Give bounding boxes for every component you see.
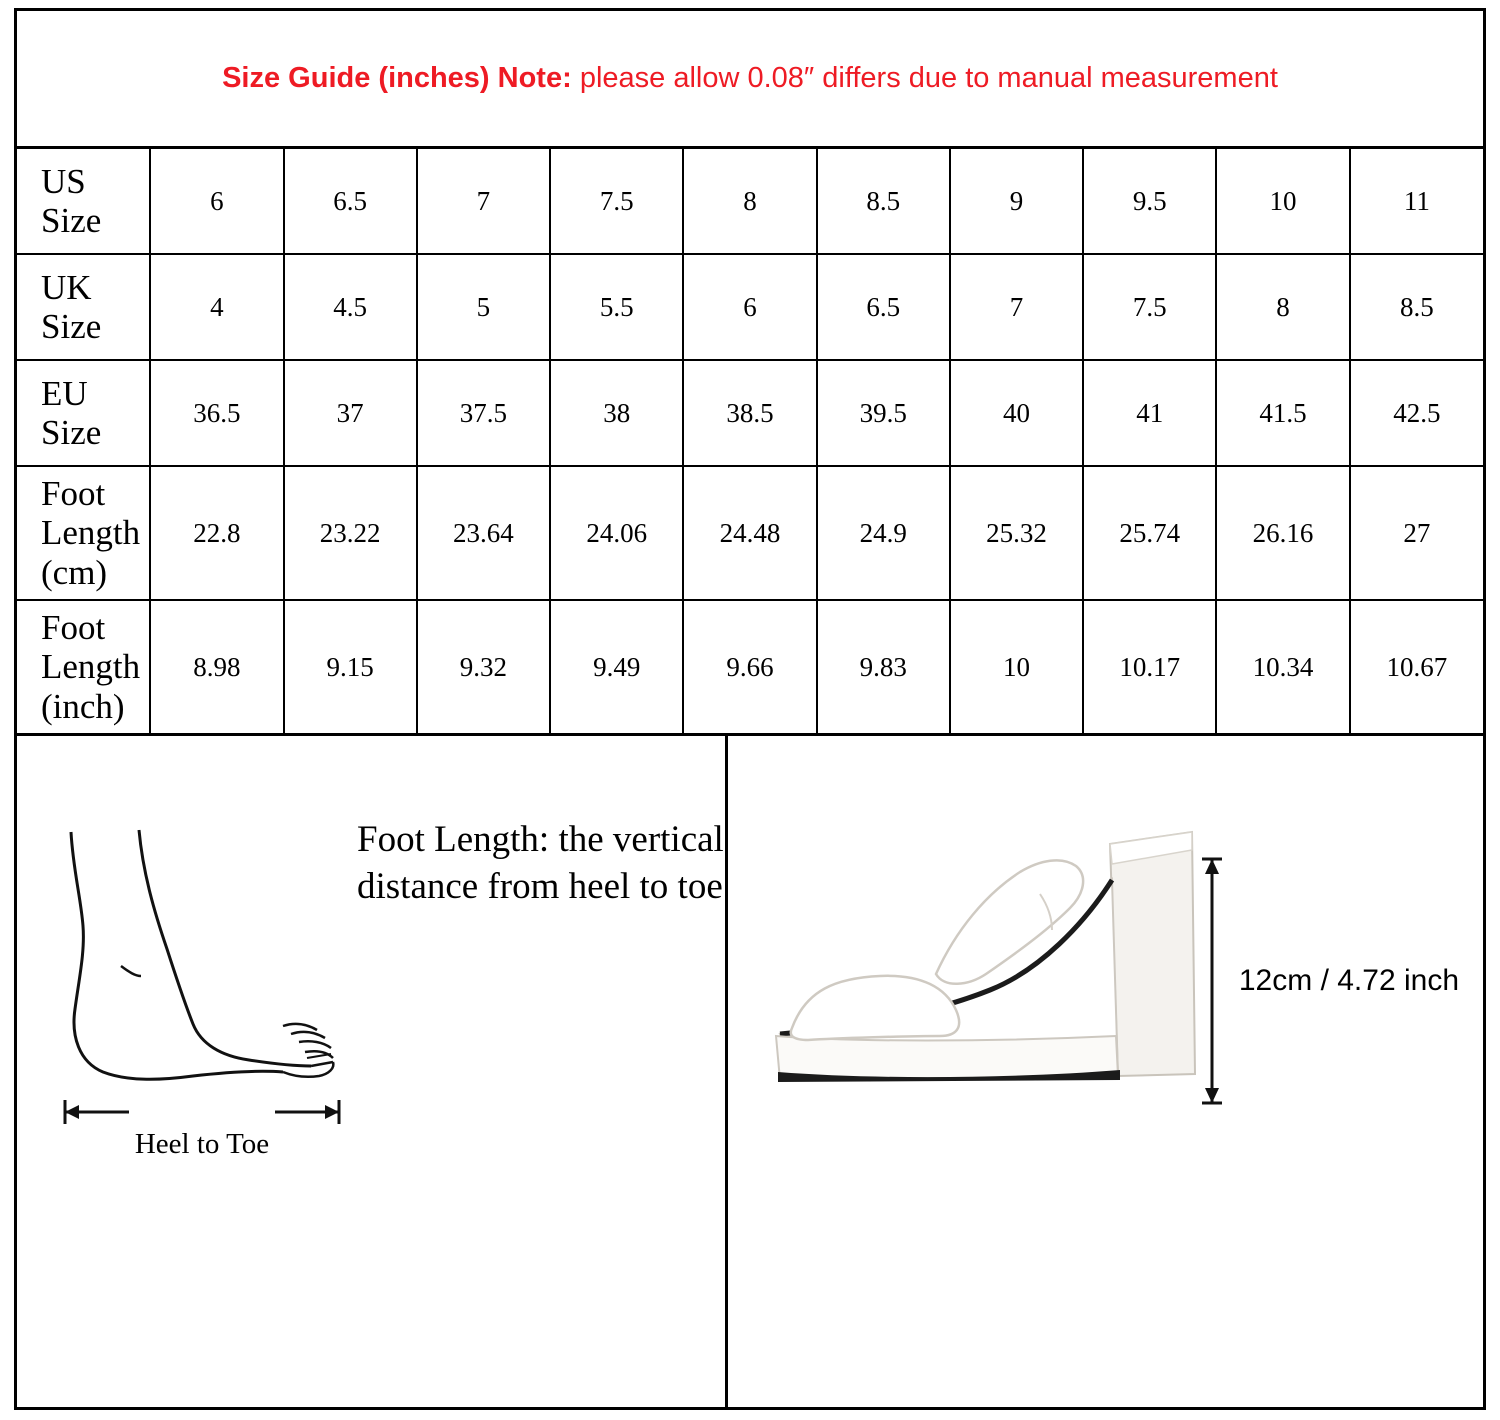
platform-heel-sandal-icon (740, 784, 1260, 1144)
cell-inch-2: 9.32 (417, 600, 550, 735)
vertical-measure-arrow-icon (1199, 856, 1225, 1106)
note-rest-label: please allow 0.08″ differs due to manual measurement (571, 62, 1278, 94)
row-header-foot-length-cm: Foot Length (cm) (17, 466, 150, 600)
row-header-uk-size: UK Size (17, 254, 150, 360)
cell-inch-0: 8.98 (150, 600, 283, 735)
cell-us-9: 11 (1350, 149, 1483, 254)
row-header-us-size: US Size (17, 149, 150, 254)
cell-uk-3: 5.5 (550, 254, 683, 360)
row-header-foot-length-inch: Foot Length (inch) (17, 600, 150, 735)
table-row (17, 360, 1483, 466)
cell-eu-8: 41.5 (1216, 360, 1349, 466)
cell-uk-1: 4.5 (284, 254, 417, 360)
cell-cm-9: 27 (1350, 466, 1483, 600)
size-guide-container (14, 8, 1486, 1410)
note-text (222, 62, 1278, 95)
cell-eu-1: 37 (284, 360, 417, 466)
cell-cm-3: 24.06 (550, 466, 683, 600)
cell-eu-0: 36.5 (150, 360, 283, 466)
cell-us-2: 7 (417, 149, 550, 254)
cell-cm-0: 22.8 (150, 466, 283, 600)
cell-us-0: 6 (150, 149, 283, 254)
cell-cm-7: 25.74 (1083, 466, 1216, 600)
cell-us-8: 10 (1216, 149, 1349, 254)
cell-cm-6: 25.32 (950, 466, 1083, 600)
size-chart-table (17, 149, 1483, 736)
cell-eu-9: 42.5 (1350, 360, 1483, 466)
foot-side-outline-icon (43, 814, 353, 1114)
cell-uk-9: 8.5 (1350, 254, 1483, 360)
heel-to-toe-measure-arrow (57, 1096, 347, 1130)
table-row (17, 254, 1483, 360)
cell-uk-5: 6.5 (817, 254, 950, 360)
cell-eu-5: 39.5 (817, 360, 950, 466)
heel-height-label: 12cm / 4.72 inch (1238, 964, 1459, 997)
cell-inch-1: 9.15 (284, 600, 417, 735)
cell-cm-4: 24.48 (683, 466, 816, 600)
cell-uk-4: 6 (683, 254, 816, 360)
cell-inch-9: 10.67 (1350, 600, 1483, 735)
heel-height-panel (728, 736, 1483, 1407)
cell-inch-8: 10.34 (1216, 600, 1349, 735)
foot-length-panel (17, 736, 728, 1407)
cell-inch-3: 9.49 (550, 600, 683, 735)
cell-cm-1: 23.22 (284, 466, 417, 600)
cell-inch-4: 9.66 (683, 600, 816, 735)
cell-cm-8: 26.16 (1216, 466, 1349, 600)
note-banner (17, 11, 1483, 149)
cell-us-5: 8.5 (817, 149, 950, 254)
cell-eu-4: 38.5 (683, 360, 816, 466)
cell-us-4: 8 (683, 149, 816, 254)
cell-inch-7: 10.17 (1083, 600, 1216, 735)
cell-uk-2: 5 (417, 254, 550, 360)
cell-inch-5: 9.83 (817, 600, 950, 735)
cell-eu-3: 38 (550, 360, 683, 466)
cell-cm-2: 23.64 (417, 466, 550, 600)
table-row (17, 149, 1483, 254)
cell-uk-6: 7 (950, 254, 1083, 360)
heel-height-measure (1199, 856, 1459, 1106)
bottom-panels (17, 736, 1483, 1407)
table-row (17, 600, 1483, 735)
cell-inch-6: 10 (950, 600, 1083, 735)
cell-us-3: 7.5 (550, 149, 683, 254)
note-bold-label: Size Guide (inches) Note: (222, 62, 572, 94)
cell-eu-6: 40 (950, 360, 1083, 466)
cell-uk-0: 4 (150, 254, 283, 360)
cell-eu-7: 41 (1083, 360, 1216, 466)
cell-cm-5: 24.9 (817, 466, 950, 600)
cell-uk-8: 8 (1216, 254, 1349, 360)
row-header-eu-size: EU Size (17, 360, 150, 466)
cell-uk-7: 7.5 (1083, 254, 1216, 360)
cell-us-7: 9.5 (1083, 149, 1216, 254)
cell-us-6: 9 (950, 149, 1083, 254)
table-row (17, 466, 1483, 600)
foot-length-caption: Foot Length: the vertical distance from heel to toe (357, 819, 724, 908)
cell-us-1: 6.5 (284, 149, 417, 254)
heel-to-toe-label: Heel to Toe (134, 1128, 270, 1160)
cell-eu-2: 37.5 (417, 360, 550, 466)
